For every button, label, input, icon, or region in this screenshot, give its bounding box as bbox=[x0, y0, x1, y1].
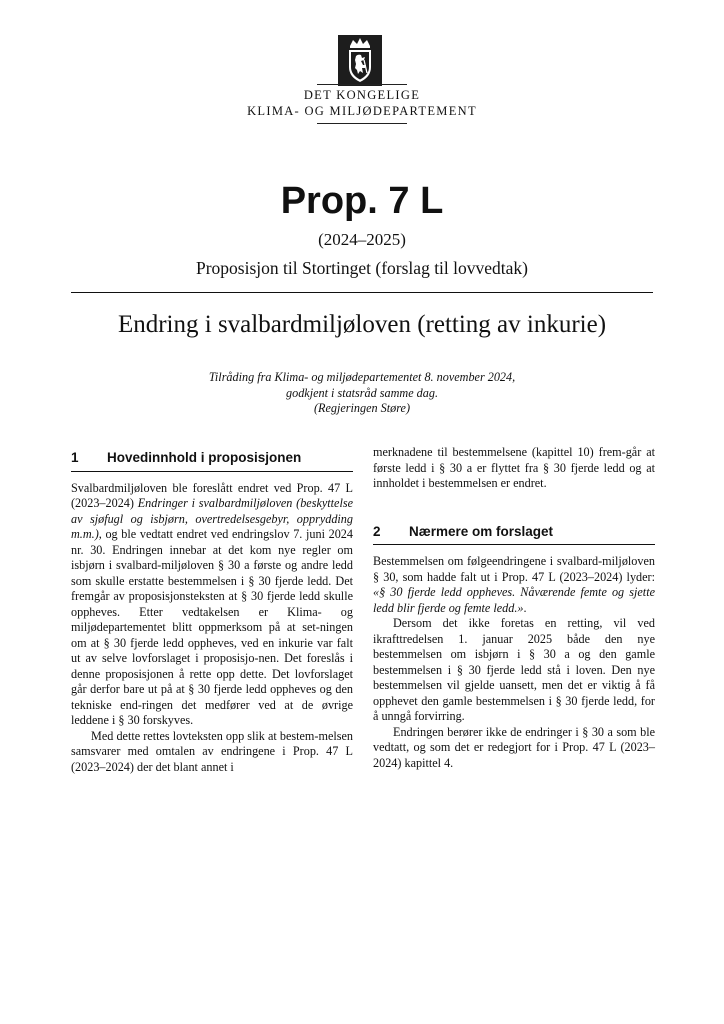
norwegian-coat-of-arms-icon bbox=[338, 35, 382, 86]
title-divider bbox=[71, 292, 653, 293]
section-1-heading bbox=[71, 450, 353, 472]
sanction-line-2: godkjent i statsråd samme dag. bbox=[286, 385, 438, 400]
left-column bbox=[71, 450, 353, 775]
department-line-1: DET KONGELIGE bbox=[303, 88, 421, 102]
department-rule-top bbox=[317, 84, 407, 85]
section-2-title: Nærmere om forslaget bbox=[409, 523, 554, 539]
department-rule-bottom bbox=[317, 123, 407, 124]
section-1-paragraph-2: Med dette rettes lovteksten opp slik at bestem-melsen samsvarer med omtalen av endringene i Prop. 47 L (2023–2024) der det blant annet i bbox=[71, 728, 353, 774]
section-1-paragraph-2-continued: merknadene til bestemmelsene (kapittel 10) frem-går at første ledd i § 30 a er flyttet fra § 30 fjerde ledd og at innholdet i bestemmelsen er endret. bbox=[373, 445, 655, 490]
section-2-heading bbox=[373, 524, 655, 546]
section-2-number: 2 bbox=[373, 523, 381, 539]
department-line-2: KLIMA- OG MILJØDEPARTEMENT bbox=[247, 104, 477, 118]
sanction-line-3: (Regjeringen Støre) bbox=[314, 401, 410, 415]
session-year: (2024–2025) bbox=[318, 230, 406, 249]
section-2-paragraph-1: Bestemmelsen om følgeendringene i svalbard-miljøloven § 30, som hadde falt ut i Prop. 47 L (2023–2024) lyder: «§ 30 fjerde ledd oppheves. Nåværende femte og sjette ledd blir fjerde og femte ledd.». bbox=[373, 554, 655, 615]
prop-number: Prop. 7 L bbox=[280, 180, 444, 222]
section-1-paragraph-1: Svalbardmiljøloven ble foreslått endret ved Prop. 47 L (2023–2024) Endringer i svalbardmiljøloven (beskyttelse av sjøfugl og isbjørn, overtredelsesgebyr, opprydding m.m.), og ble vedtatt endret ved endringslov 7. juni 2024 nr. 30. Endringen innebar at det kom nye regler om isbjørn i svalbard-miljøloven § 30 a første og andre ledd som skulle erstatte bestemmelsen i § 30 fjerde ledd. Det fremgår av proposisjonsteksten at § 30 fjerde ledd skulle oppheves. Etter vedtakelsen er Klima- og miljødepartementet blitt oppmerksom på at set-ningen om at § 30 fjerde ledd oppheves, ved en inkurie var falt ut av selve lovforslaget i proposisjo-nen. Det foreslås i denne proposisjonen å rette opp dette. Det lovforslaget går derfor bare ut på at § 30 fjerde ledd oppheves og den tekniske end-ringen det medfører ved at de øvrige leddene i § 30 forskyves. bbox=[71, 480, 353, 727]
section-1-title: Hovedinnhold i proposisjonen bbox=[107, 450, 302, 465]
section-1-number: 1 bbox=[71, 450, 79, 465]
proposition-subtitle: Proposisjon til Stortinget (forslag til lovvedtak) bbox=[196, 258, 528, 278]
right-column bbox=[373, 445, 655, 771]
sanction-block bbox=[0, 370, 724, 417]
section-2-paragraph-3: Endringen berører ikke de endringer i § 30 a som ble vedtatt, og som det er redegjort for i Prop. 47 L (2023–2024) kapittel 4. bbox=[373, 724, 655, 770]
sanction-line-1: Tilråding fra Klima- og miljødepartementet 8. november 2024, bbox=[208, 370, 516, 384]
document-title: Endring i svalbardmiljøloven (retting av inkurie) bbox=[117, 311, 607, 338]
section-2-paragraph-2: Dersom det ikke foretas en retting, vil ved ikrafttredelsen 1. januar 2025 både den nye bestemmelsen om isbjørn i § 30 a og den gamle bestemmelsen i § 30 fjerde ledd stå i loven. Den nye bestemmelsen vil gjelde uansett, men det er viktig å få opphevet den gamle bestemmelsen i § 30 fjerde ledd, for å unngå forvirring. bbox=[373, 616, 655, 723]
